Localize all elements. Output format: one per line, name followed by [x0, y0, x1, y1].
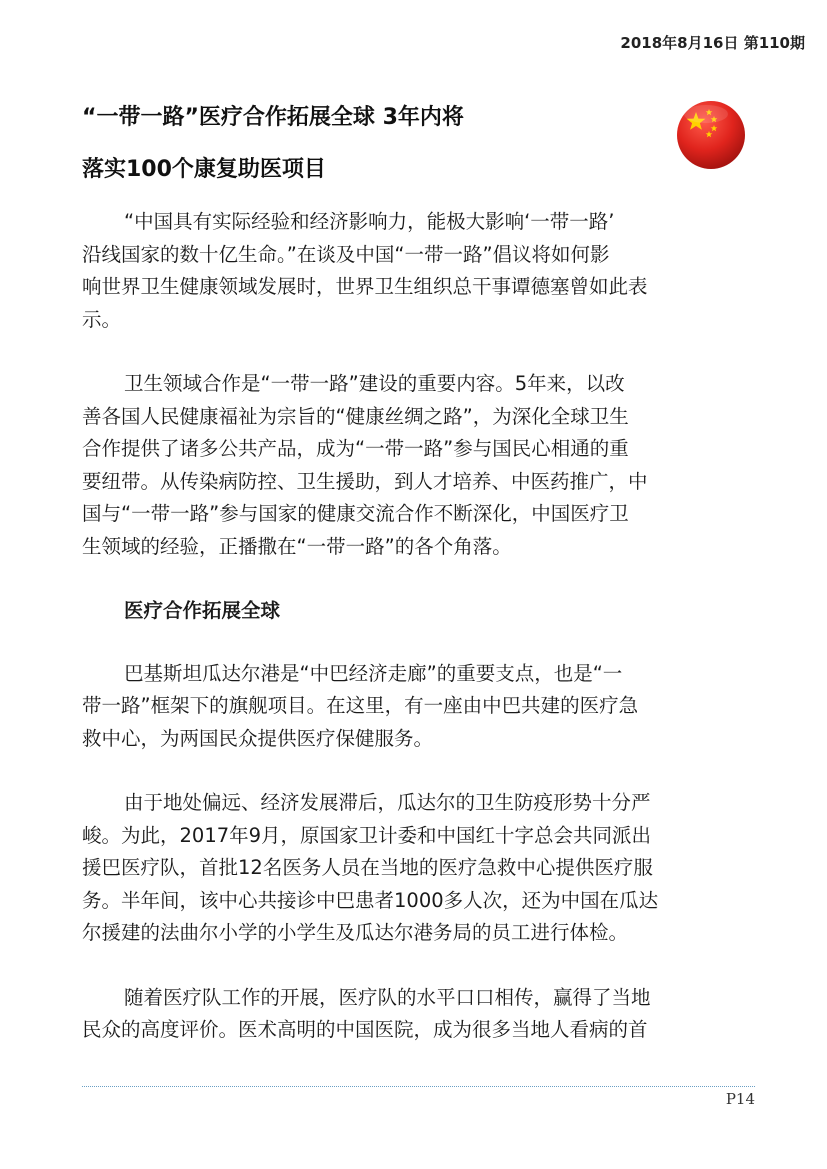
- text-line: 峻。为此，2017年9月，原国家卫计委和中国红十字总会共同派出: [82, 823, 652, 847]
- paragraph-1: [82, 206, 742, 336]
- footer-divider: [82, 1086, 755, 1087]
- text-line: 务。半年间，该中心共接诊中巴患者1000多人次，还为中国在瓜达: [82, 888, 659, 912]
- text-line: 示。: [82, 307, 122, 331]
- paragraph-5: [82, 982, 742, 1047]
- paragraph-2: [82, 368, 742, 563]
- text-line: 国与“一带一路”参与国家的健康交流合作不断深化，中国医疗卫: [82, 502, 629, 525]
- china-flag-icon: [676, 100, 746, 170]
- text-line: 由于地处偏远、经济发展滞后，瓜达尔的卫生防疫形势十分严: [124, 791, 651, 814]
- text-line: “中国具有实际经验和经济影响力，能极大影响‘一带一路’: [124, 210, 615, 233]
- text-line: 救中心，为两国民众提供医疗保健服务。: [82, 726, 434, 750]
- text-line: 卫生领域合作是“一带一路”建设的重要内容。5年来，以改: [124, 372, 625, 395]
- section-heading: 医疗合作拓展全球: [124, 599, 281, 622]
- article-title: [82, 92, 642, 196]
- page-number: P14: [725, 1090, 755, 1108]
- header-date-issue: 2018年8月16日 第110期: [620, 34, 805, 52]
- text-line: 生领域的经验，正播撒在“一带一路”的各个角落。: [82, 534, 512, 558]
- text-line: 尔援建的法曲尔小学的小学生及瓜达尔港务局的员工进行体检。: [82, 921, 629, 944]
- text-line: 要纽带。从传染病防控、卫生援助，到人才培养、中医药推广，中: [82, 469, 648, 493]
- article-body: [82, 206, 742, 1079]
- paragraph-4: [82, 787, 742, 950]
- text-line: 合作提供了诸多公共产品，成为“一带一路”参与国民心相通的重: [82, 437, 629, 460]
- text-line: 响世界卫生健康领域发展时，世界卫生组织总干事谭德塞曾如此表: [82, 275, 648, 298]
- text-line: 善各国人民健康福祉为宗旨的“健康丝绸之路”，为深化全球卫生: [82, 404, 629, 428]
- text-line: 沿线国家的数十亿生命。”在谈及中国“一带一路”倡议将如何影: [82, 242, 610, 266]
- paragraph-3: [82, 658, 742, 756]
- article-title-line-1: “一带一路”医疗合作拓展全球 3年内将: [82, 105, 464, 130]
- text-line: 巴基斯坦瓜达尔港是“中巴经济走廊”的重要支点，也是“一: [124, 661, 623, 685]
- text-line: 带一路”框架下的旗舰项目。在这里，有一座由中巴共建的医疗急: [82, 694, 639, 717]
- article-title-line-2: 落实100个康复助医项目: [82, 157, 326, 182]
- text-line: 援巴医疗队，首批12名医务人员在当地的医疗急救中心提供医疗服: [82, 856, 653, 879]
- text-line: 随着医疗队工作的开展，医疗队的水平口口相传，赢得了当地: [124, 985, 651, 1009]
- text-line: 民众的高度评价。医术高明的中国医院，成为很多当地人看病的首: [82, 1018, 648, 1041]
